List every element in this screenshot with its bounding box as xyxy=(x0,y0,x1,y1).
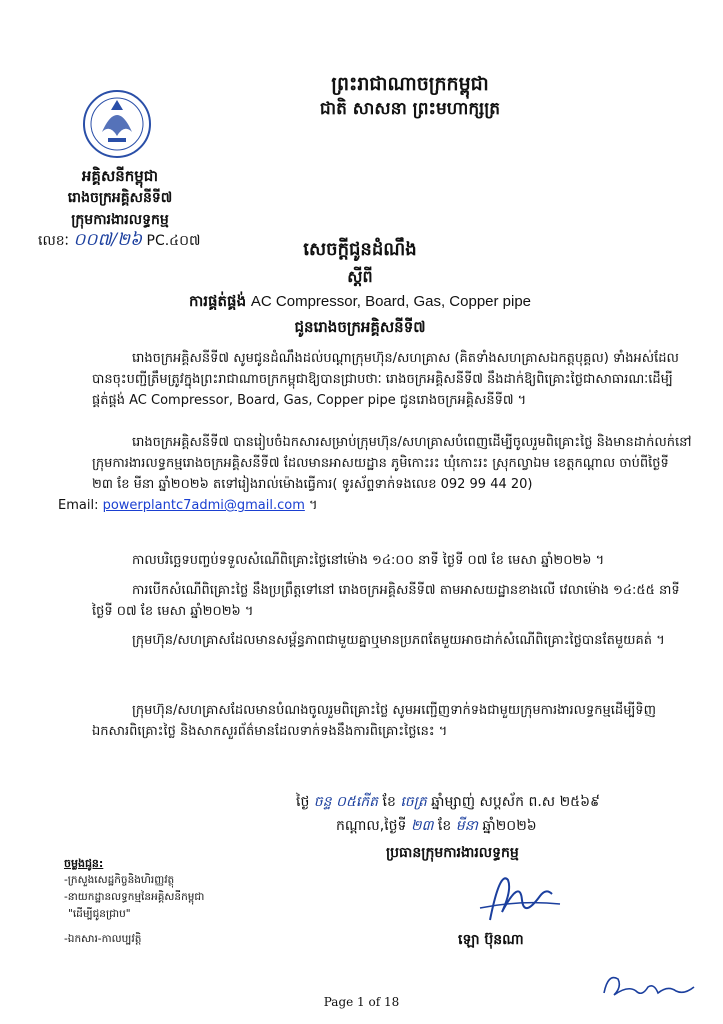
solar-day: ២៣ xyxy=(410,818,434,834)
org-name: អគ្គិសនីកម្ពុជា xyxy=(81,167,159,185)
cc-block xyxy=(64,855,204,948)
reference-label: លេខៈ xyxy=(38,233,69,249)
organization-block xyxy=(40,165,200,231)
paragraph-text: ការបើកសំណើពិគ្រោះថ្លៃ នឹងប្រព្រឹត្តទៅនៅ រោងចក្រអគ្គិសនីទី៧ តាមអាសយដ្ឋានខាងលើ វេលាម៉ោង ១៤:៥៥ នាទីថ្ងៃទី ០៧ ខែ មេសា ឆ្នាំ២០២៦ ។ xyxy=(92,583,680,619)
cc-item: -ក្រសួងសេដ្ឋកិច្ចនិងហិរញ្ញវត្ថុ xyxy=(64,874,175,886)
signer-name: ឡោ ប៊ុនណា xyxy=(458,932,524,948)
subject-items: AC Compressor, Board, Gas, Copper pipe xyxy=(250,293,532,310)
solar-prefix: កណ្តាល,ថ្ងៃទី xyxy=(336,818,407,834)
page-number: Page 1 of 18 xyxy=(323,995,400,1009)
reference-handwritten-number: ០០៧/២៦ xyxy=(73,230,143,250)
notice-subject xyxy=(130,292,590,314)
solar-month: មីនា xyxy=(455,818,478,834)
subject-prefix: ការផ្គត់ផ្គង់ xyxy=(188,292,247,310)
notice-title: សេចក្តីជូនដំណឹង xyxy=(303,239,417,260)
lunar-month: ចេត្រ xyxy=(400,794,427,810)
paragraph-text: ក្រុមហ៊ុន/សហគ្រាសដែលមានសម្ព័ន្ធភាពជាមួយគ្នាឬមានប្រភពតែមួយអាចដាក់សំណើពិគ្រោះថ្លៃបានតែមួយគត់ ។ xyxy=(132,633,665,648)
lunar-suffix: ឆ្នាំម្សាញ់ សប្តស័ក ព.ស ២៥៦៩ xyxy=(431,794,600,810)
reference-suffix: PC.៤០៧ xyxy=(146,233,201,249)
body-paragraph-6 xyxy=(92,700,692,742)
nation-motto: ជាតិ សាសនា ព្រះមហាក្សត្រ xyxy=(319,99,501,119)
solar-date xyxy=(336,816,537,837)
body-paragraph-2 xyxy=(58,432,692,516)
body-paragraph-5 xyxy=(92,630,692,651)
lunar-month-label: ខែ xyxy=(382,794,396,810)
paragraph-text: រោងចក្រអគ្គិសនីទី៧ សូមជូនដំណឹងដល់បណ្តាក្រុមហ៊ុន/សហគ្រាស (គិតទាំងសហគ្រាសឯកត្តបុគ្គល) ទាំងអស់ដែលបានចុះបញ្ជីត្រឹមត្រូវក្នុងព្រះរាជាណាចក្រកម្ពុជាឱ្យបានជ្រាបថាៈ រោងចក្រអគ្គិសនីទី៧ នឹងដាក់ឱ្យពិគ្រោះថ្លៃជាសាធារណៈដើម្បីផ្គត់ផ្គង់ AC Compressor, Board, Gas, Copper pipe ជូនរោងចក្រអគ្គិសនីទី៧ ។ xyxy=(92,351,679,408)
notice-about: ស្តីពី xyxy=(347,267,373,286)
cc-item: -ឯកសារ-កាលប្បវត្តិ xyxy=(64,933,142,945)
cc-item: -នាយកដ្ឋានលទ្ធកម្មនៃអគ្គិសនីកម្ពុជា xyxy=(64,891,205,903)
signature-icon xyxy=(460,860,570,930)
paragraph-text: ក្រុមហ៊ុន/សហគ្រាសដែលមានបំណងចូលរួមពិគ្រោះថ្លៃ សូមអញ្ជើញទាក់ទងជាមួយក្រុមការងារលទ្ធកម្មដើម្បីទិញឯកសារពិគ្រោះថ្លៃ និងសាកសួរព័ត៌មានដែលទាក់ទងនឹងការពិគ្រោះថ្លៃនេះ ។ xyxy=(92,703,656,739)
lunar-date xyxy=(296,792,600,813)
lunar-day: ចន្ទ ០៥កើត xyxy=(313,794,379,810)
initials-signature-icon xyxy=(598,965,708,1005)
signer-title: ប្រធានក្រុមការងារលទ្ធកម្ម xyxy=(386,845,519,861)
plant-name: រោងចក្រអគ្គិសនីទី៧ xyxy=(67,190,173,206)
lunar-prefix: ថ្ងៃ xyxy=(296,794,310,810)
email-line xyxy=(58,495,692,516)
department-name: ក្រុមការងារលទ្ធកម្ម xyxy=(71,212,169,228)
edc-emblem-icon xyxy=(78,88,156,160)
email-link[interactable]: powerplantc7admi@gmail.com xyxy=(102,498,305,513)
solar-month-label: ខែ xyxy=(437,818,452,834)
paragraph-text: រោងចក្រអគ្គិសនីទី៧ បានរៀបចំឯកសារសម្រាប់ក្រុមហ៊ុន/សហគ្រាសបំពេញដើម្បីចូលរួមពិគ្រោះថ្លៃ និងមានដាក់លក់នៅក្រុមការងារលទ្ធកម្មរោងចក្រអគ្គិសនីទី៧ ដែលមានអាសយដ្ឋាន ភូមិកោះរះ ឃុំកោះរះ ស្រុកល្វាឯម ខេត្តកណ្តាល ចាប់ពីថ្ងៃទី ២៣ ខែ មីនា ឆ្នាំ២០២៦ តទៅរៀងរាល់ម៉ោងធ្វើការ( ទូរស័ព្ទទាក់ទងលេខ 092 99 44 20) xyxy=(92,435,692,492)
email-label: Email: xyxy=(58,498,99,513)
solar-year: ឆ្នាំ២០២៦ xyxy=(482,818,537,834)
cc-title: ចម្លងជូន: xyxy=(64,857,104,870)
body-paragraph-1 xyxy=(92,348,692,411)
notice-recipient: ជូនរោងចក្រអគ្គិសនីទី៧ xyxy=(294,318,426,336)
body-paragraph-4 xyxy=(92,580,692,622)
body-paragraph-3 xyxy=(92,550,692,571)
cc-item: "ដើម្បីជូនជ្រាប" xyxy=(68,908,131,920)
kingdom-title: ព្រះរាជាណាចក្រកម្ពុជា xyxy=(331,73,489,95)
paragraph-text: កាលបរិច្ឆេទបញ្ចប់ទទួលសំណើពិគ្រោះថ្លៃនៅម៉ោង ១៤:០០ នាទី ថ្ងៃទី ០៧ ខែ មេសា ឆ្នាំ២០២៦ ។ xyxy=(132,553,605,568)
reference-number xyxy=(38,229,200,254)
email-end: ។ xyxy=(304,498,318,513)
